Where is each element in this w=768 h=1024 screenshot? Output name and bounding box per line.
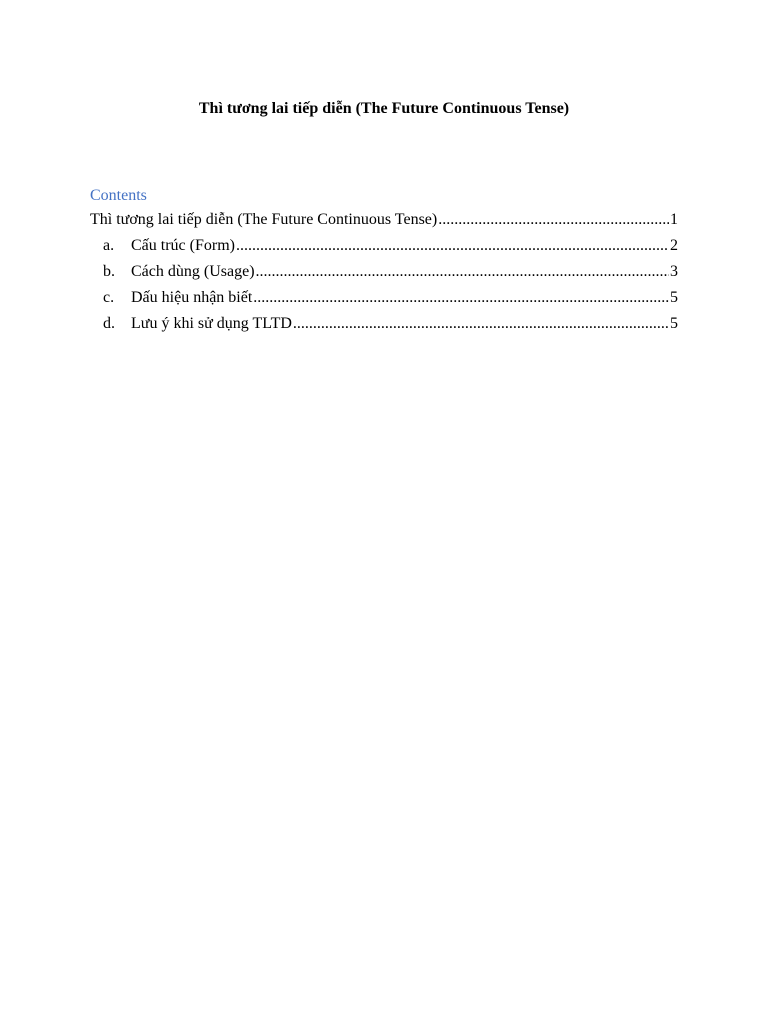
toc-entry-form[interactable] [90,233,678,259]
toc-entry-usage[interactable] [90,259,678,285]
toc-dot-leader [236,233,669,259]
toc-entry-text: Cấu trúc (Form) [131,237,235,254]
toc-page-number: 1 [670,211,678,228]
toc-heading: Contents [90,187,147,204]
table-of-contents [90,185,678,337]
toc-entry-signs[interactable] [90,285,678,311]
toc-list-marker: a. [103,237,115,254]
toc-dot-leader [256,259,669,285]
toc-list-marker: d. [103,315,115,332]
toc-entry-notes[interactable] [90,311,678,337]
toc-list-marker: c. [103,289,115,306]
toc-dot-leader [253,285,669,311]
page-title: Thì tương lai tiếp diễn (The Future Continuous Tense) [198,100,570,117]
toc-entry-text: Dấu hiệu nhận biết [131,289,253,306]
toc-dot-leader [438,207,669,233]
toc-entry-text: Lưu ý khi sử dụng TLTD [131,315,292,332]
toc-page-number: 3 [670,263,678,280]
toc-list-marker: b. [103,263,115,280]
toc-entry-main[interactable] [90,207,678,233]
toc-page-number: 5 [670,289,678,306]
toc-dot-leader [293,311,669,337]
toc-page-number: 2 [670,237,678,254]
toc-entry-text: Cách dùng (Usage) [131,263,255,280]
toc-entry-text: Thì tương lai tiếp diễn (The Future Continuous Tense) [90,211,438,228]
toc-page-number: 5 [670,315,678,332]
